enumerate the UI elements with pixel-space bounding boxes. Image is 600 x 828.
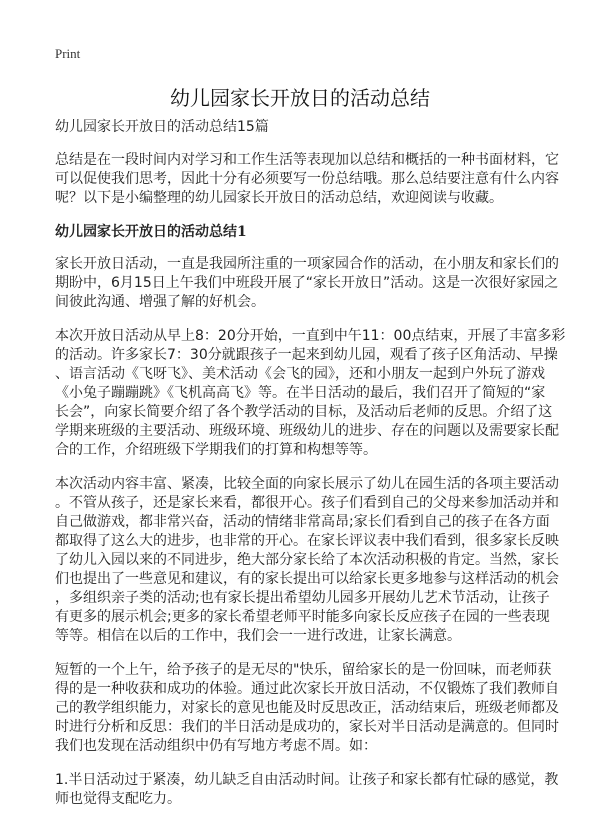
text-line: 家长开放日活动，一直是我园所注重的一项家园合作的活动，在小朋友和家长们的: [55, 256, 559, 272]
paragraphs: [55, 255, 566, 809]
print-link[interactable]: Print: [55, 46, 81, 61]
text-line: 本次开放日活动从早上8：20分开始，一直到中午11：00点结束，开展了丰富多彩: [55, 328, 566, 344]
text-line: 间彼此沟通、增强了解的好机会。: [55, 294, 265, 310]
text-line: 合的工作，介绍班级下学期我们的打算和构想等等。: [55, 442, 377, 458]
text-line: 都取得了这么大的进步，也非常的开心。在家长评议表中我们看到，很多家长反映: [55, 533, 559, 549]
section-heading: 幼儿园家长开放日的活动总结1: [55, 224, 247, 240]
text-line: 学期来班级的主要活动、班级环境、班级幼儿的进步、存在的问题以及需要家长配: [55, 423, 559, 439]
text-line: 《小兔子蹦蹦跳》《飞机高高飞》等。在半日活动的最后，我们召开了简短的“家: [55, 385, 546, 401]
text-line: ，多组织亲子类的活动;也有家长提出希望幼儿园多开展幼儿艺术节活动，让孩子: [55, 590, 550, 606]
intro-paragraph: [55, 151, 559, 208]
body-paragraph: [55, 771, 559, 809]
body-paragraph: [55, 475, 559, 646]
text-line: 师也觉得支配吃力。: [55, 791, 181, 807]
text-line: 。不管从孩子，还是家长来看，都很开心。孩子们看到自己的父母来参加活动并和: [55, 495, 559, 511]
document-title: 幼儿园家长开放日的活动总结: [170, 86, 430, 110]
body-paragraph: [55, 255, 559, 312]
text-line: 时进行分析和反思：我们的半日活动是成功的，家长对半日活动是满意的。但同时: [55, 719, 559, 735]
document-subtitle: 幼儿园家长开放日的活动总结15篇: [55, 119, 269, 135]
text-line: 了幼儿入园以来的不同进步，绝大部分家长给了本次活动积极的肯定。当然，家长: [55, 552, 559, 568]
text-line: 得的是一种收获和成功的体验。通过此次家长开放日活动，不仅锻炼了我们教师自: [55, 681, 559, 697]
text-line: 我们也发现在活动组织中仍有写地方考虑不周。如：: [55, 738, 377, 754]
body-paragraph: [55, 327, 566, 460]
text-line: 等等。相信在以后的工作中，我们会一一进行改进，让家长满意。: [55, 628, 461, 644]
body-paragraph: [55, 661, 559, 756]
text-line: 的活动。许多家长7：30分就跟孩子一起来到幼儿园，观看了孩子区角活动、早操: [55, 347, 558, 363]
text-line: 总结是在一段时间内对学习和工作生活等表现加以总结和概括的一种书面材料，它: [55, 152, 559, 168]
text-line: 呢？以下是小编整理的幼儿园家长开放日的活动总结，欢迎阅读与收藏。: [55, 190, 503, 206]
text-line: 长会”，向家长简要介绍了各个教学活动的目标，及活动后老师的反思。介绍了这: [55, 404, 553, 420]
text-line: 自己做游戏，都非常兴奋，活动的情绪非常高昂;家长们看到自己的孩子在各方面: [55, 514, 550, 530]
text-line: 有更多的展示机会;更多的家长希望老师平时能多向家长反应孩子在园的一些表现: [55, 609, 550, 625]
text-line: 1.半日活动过于紧凑，幼儿缺乏自由活动时间。让孩子和家长都有忙碌的感觉，教: [55, 772, 559, 788]
document-body: [55, 118, 566, 824]
text-line: 、语言活动《飞呀飞》、美术活动《会飞的园》，还和小朋友一起到户外玩了游戏: [55, 366, 545, 382]
text-line: 短暂的一个上午，给予孩子的是无尽的"快乐，留给家长的是一份回味，而老师获: [55, 662, 552, 678]
text-line: 本次活动内容丰富、紧凑，比较全面的向家长展示了幼儿在园生活的各项主要活动: [55, 476, 559, 492]
text-line: 可以促使我们思考，因此十分有必须要写一份总结哦。那么总结要注意有什么内容: [55, 171, 559, 187]
text-line: 期盼中，6月15日上午我们中班段开展了“家长开放日”活动。这是一次很好家园之: [55, 275, 559, 291]
text-line: 们也提出了一些意见和建议，有的家长提出可以给家长更多地参与这样活动的机会: [55, 571, 559, 587]
text-line: 己的教学组织能力，对家长的意见也能及时反思改正，活动结束后，班级老师都及: [55, 700, 559, 716]
